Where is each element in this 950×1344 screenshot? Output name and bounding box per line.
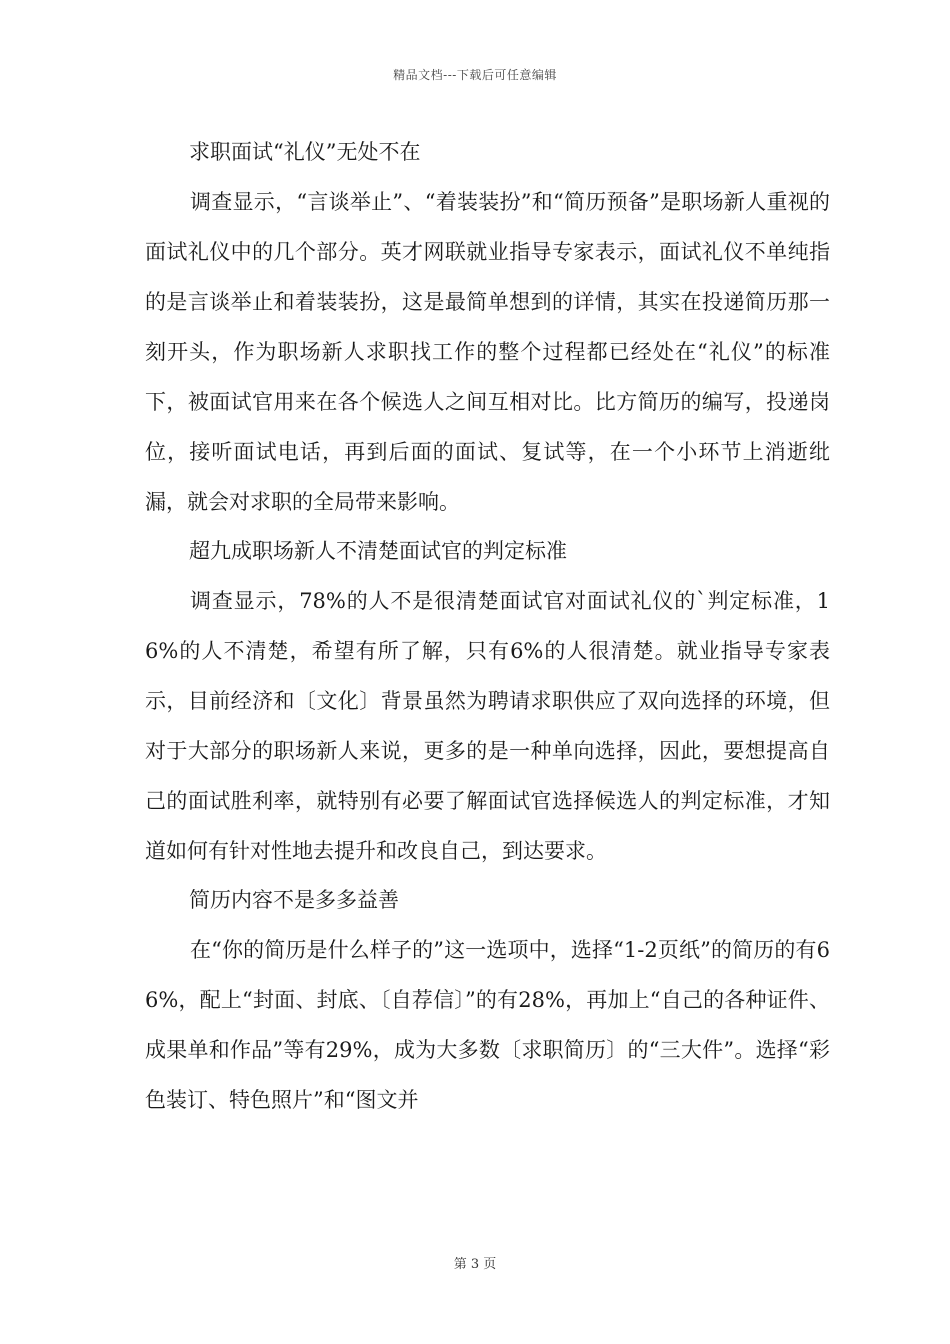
section-paragraph-resume-content: 在“你的简历是什么样子的”这一选项中，选择“1-2页纸”的简历的有66%，配上“封面、封底、〔自荐信〕”的有28%，再加上“自己的各种证件、成果单和作品”等有29%，成为大多数〔求职简历〕的“三大件”。选择“彩色装订、特色照片”和“图文并 (145, 938, 830, 1112)
section-heading-judgment-standards: 超九成职场新人不清楚面试官的判定标准 (189, 539, 567, 563)
section-paragraph-judgment-standards: 调查显示，78%的人不是很清楚面试官对面试礼仪的`判定标准，16%的人不清楚，希望有所了解，只有6%的人很清楚。就业指导专家表示，目前经济和〔文化〕背景虽然为聘请求职供应了双向选择的环境，但对于大部分的职场新人来说，更多的是一种单向选择，因此，要想提高自己的面试胜利率，就特别有必要了解面试官选择候选人的判定标准，才知道如何有针对性地去提升和改良自己，到达要求。 (145, 589, 830, 863)
section-paragraph-interview-etiquette: 调查显示，“言谈举止”、“着装装扮”和“简历预备”是职场新人重视的面试礼仪中的几个部分。英才网联就业指导专家表示，面试礼仪不单纯指的是言谈举止和着装装扮，这是最简单想到的详情，其实在投递简历那一刻开头，作为职场新人求职找工作的整个过程都已经处在“礼仪”的标准下，被面试官用来在各个候选人之间互相对比。比方简历的编写，投递岗位，接听面试电话，再到后面的面试、复试等，在一个小环节上消逝纰漏，就会对求职的全局带来影响。 (145, 190, 830, 514)
section-heading-resume-content: 简历内容不是多多益善 (189, 888, 399, 912)
document-body (145, 128, 830, 1125)
section-heading-interview-etiquette: 求职面试“礼仪”无处不在 (189, 140, 421, 164)
page-header: 精品文档---下载后可任意编辑 (393, 68, 557, 82)
page-number: 第 3 页 (453, 1257, 497, 1272)
